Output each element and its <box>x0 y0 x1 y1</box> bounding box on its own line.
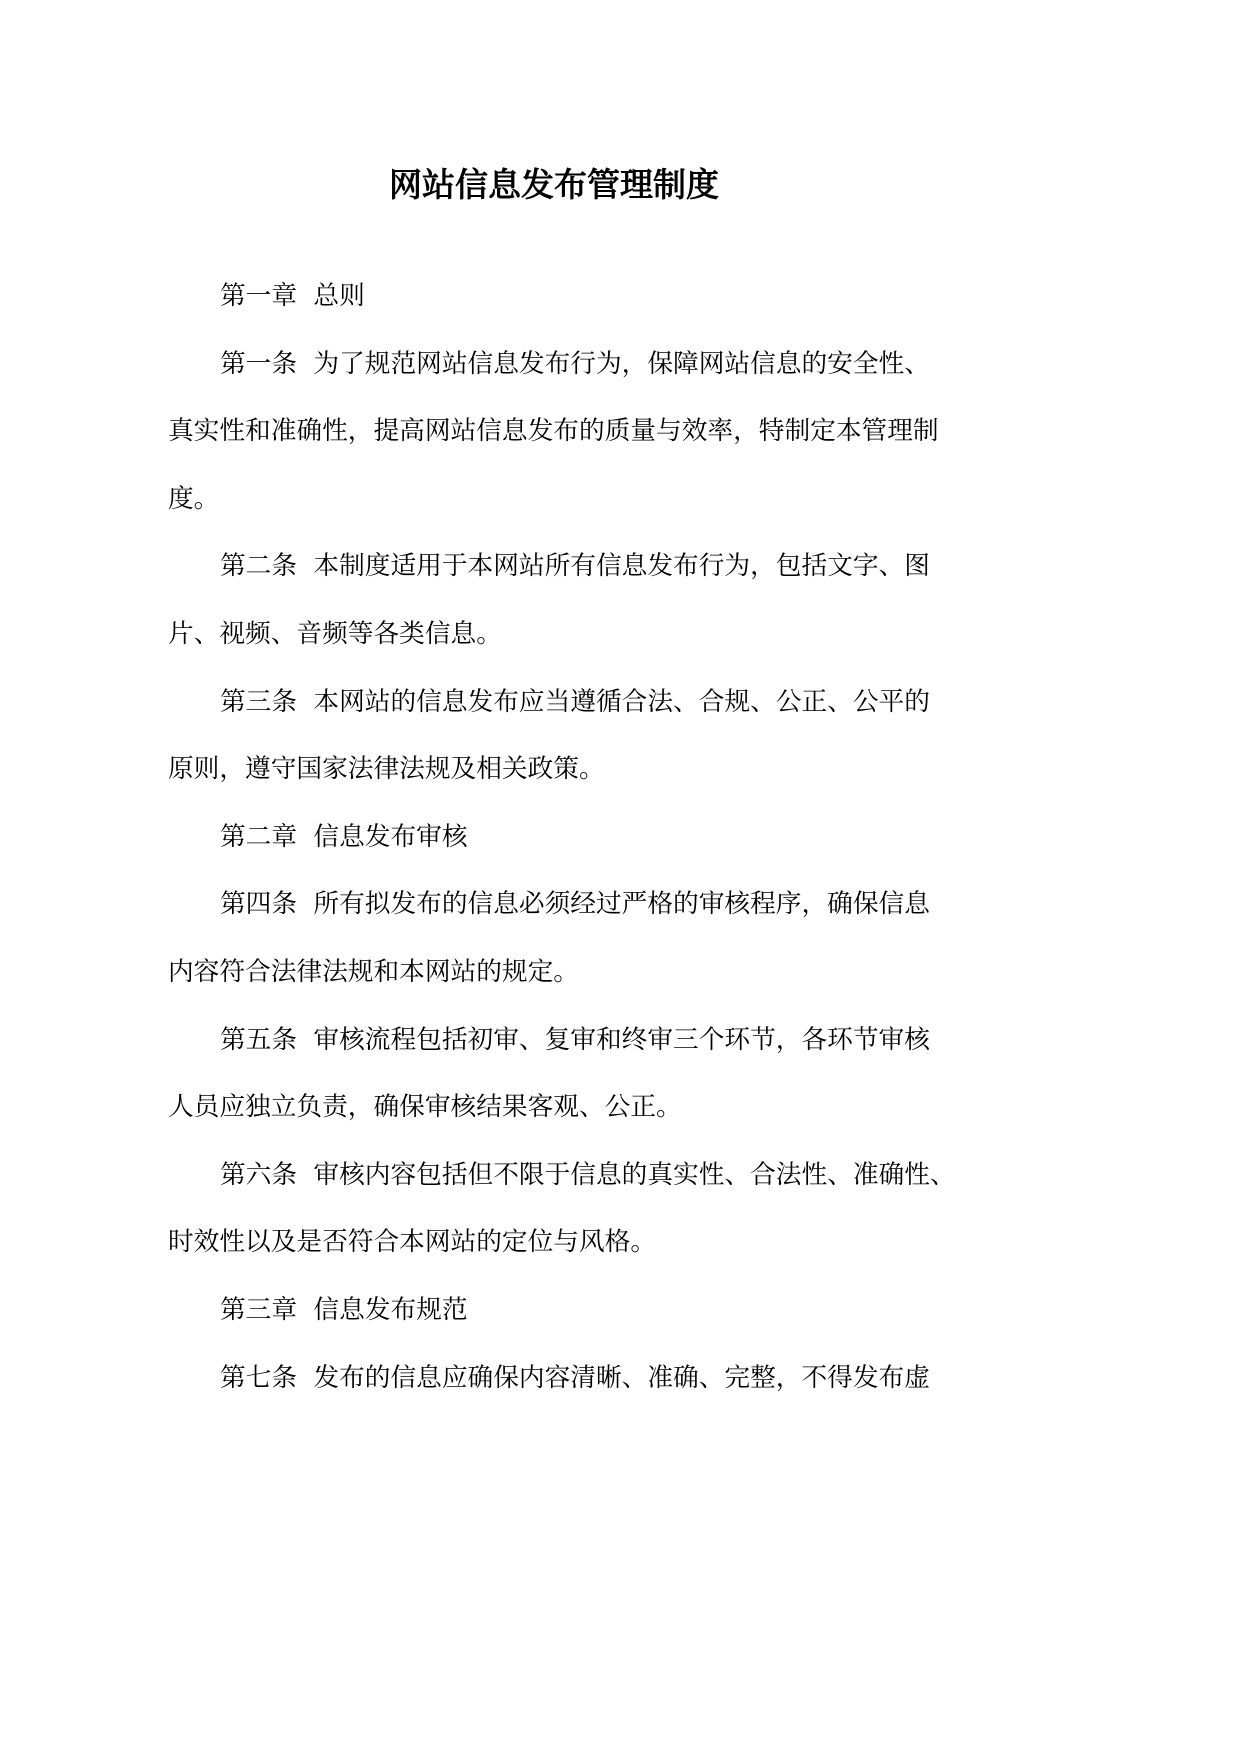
document-title: 网站信息发布管理制度 <box>389 165 719 204</box>
chapter-heading: 第三章 信息发布规范 <box>220 1294 468 1325</box>
document-body <box>168 263 956 1412</box>
article-line: 第六条 审核内容包括但不限于信息的真实性、合法性、准确性、 <box>220 1159 956 1190</box>
article-line: 内容符合法律法规和本网站的规定。 <box>168 956 579 987</box>
article-line: 第一条 为了规范网站信息发布行为，保障网站信息的安全性、 <box>220 348 930 379</box>
article-7 <box>168 1345 940 1413</box>
article-line: 第七条 发布的信息应确保内容清晰、准确、完整，不得发布虚 <box>220 1362 930 1393</box>
article-line: 第二条 本制度适用于本网站所有信息发布行为，包括文字、图 <box>220 551 930 582</box>
chapter-3 <box>168 1277 940 1412</box>
article-line: 度。 <box>168 483 220 514</box>
article-line: 原则，遵守国家法律法规及相关政策。 <box>168 754 605 785</box>
article-2 <box>168 533 940 668</box>
article-6 <box>168 1142 956 1277</box>
article-3 <box>168 669 940 804</box>
article-line: 第四条 所有拟发布的信息必须经过严格的审核程序，确保信息 <box>220 889 930 920</box>
article-1 <box>168 331 940 534</box>
article-line: 第三条 本网站的信息发布应当遵循合法、合规、公正、公平的 <box>220 686 930 717</box>
chapter-1 <box>168 263 940 804</box>
article-line: 第五条 审核流程包括初审、复审和终审三个环节，各环节审核 <box>220 1024 930 1055</box>
chapter-heading: 第一章 总则 <box>220 281 365 311</box>
article-line: 时效性以及是否符合本网站的定位与风格。 <box>168 1227 657 1258</box>
article-5 <box>168 1007 940 1142</box>
article-line: 人员应独立负责，确保审核结果客观、公正。 <box>168 1092 682 1123</box>
chapter-2 <box>168 804 956 1277</box>
article-line: 真实性和准确性，提高网站信息发布的质量与效率，特制定本管理制 <box>168 416 939 447</box>
article-line: 片、视频、音频等各类信息。 <box>168 618 502 649</box>
chapter-heading: 第二章 信息发布审核 <box>220 821 468 852</box>
article-4 <box>168 871 940 1006</box>
